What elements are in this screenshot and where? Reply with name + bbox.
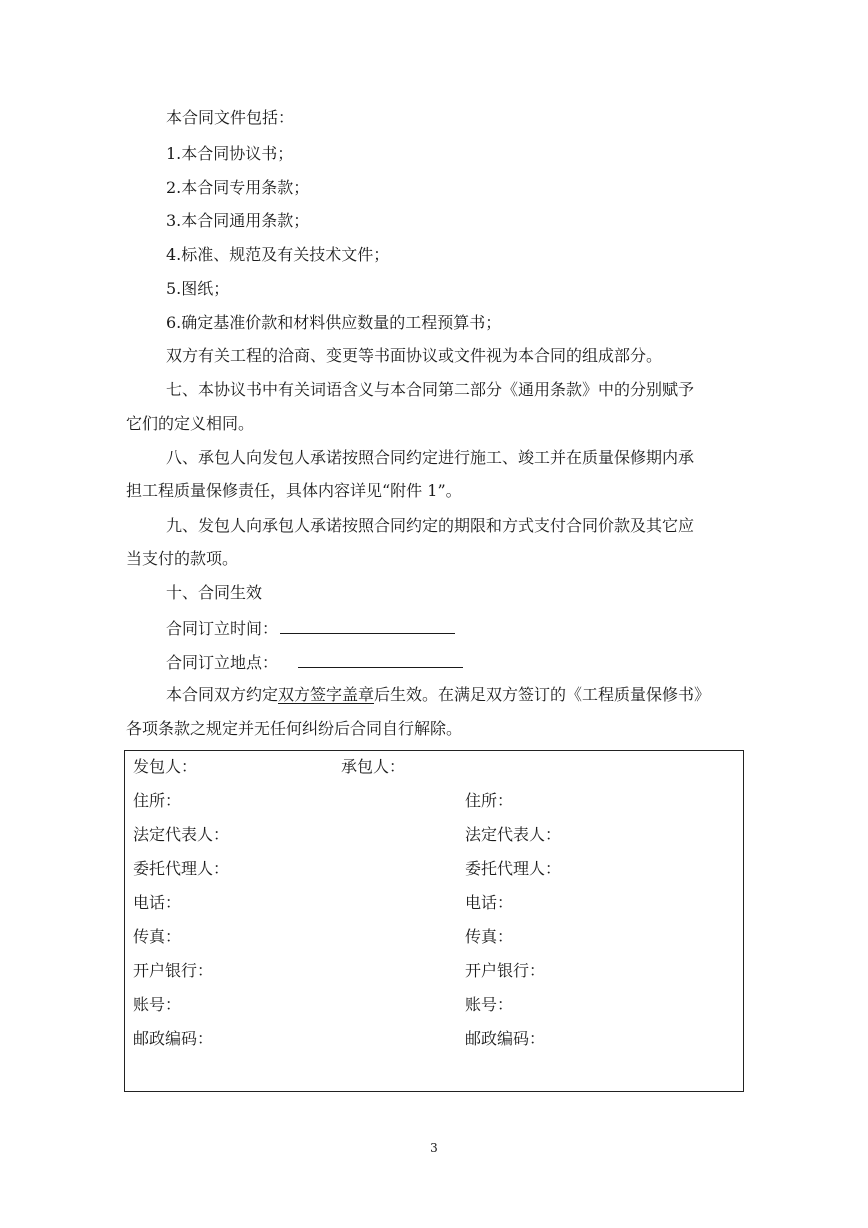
effect-text-underlined: 双方签字盖章 (278, 685, 375, 704)
sign-place-row (166, 651, 746, 673)
sign-time-row (166, 617, 746, 639)
party-b-agent: 委托代理人： (465, 859, 562, 878)
party-a-postcode: 邮政编码： (133, 1029, 214, 1048)
doc-item-2: 2.本合同专用条款； (166, 178, 310, 197)
intro-line: 本合同文件包括： (166, 108, 295, 127)
party-a-bank: 开户银行： (133, 961, 214, 980)
party-b-address: 住所： (465, 791, 514, 810)
clause-9-line-1: 九、发包人向承包人承诺按照合同约定的期限和方式支付合同价款及其它应 (166, 516, 695, 535)
party-a-phone: 电话： (133, 893, 182, 912)
clause-7-line-1: 七、本协议书中有关词语含义与本合同第二部分《通用条款》中的分别赋予 (166, 380, 695, 399)
effect-text-post: 后生效。在满足双方签订的《工程质量保修书》 (374, 685, 711, 704)
party-a-agent: 委托代理人： (133, 859, 230, 878)
party-a-account: 账号： (133, 995, 182, 1014)
party-a-fax: 传真： (133, 927, 182, 946)
effect-line-2: 各项条款之规定并无任何纠纷后合同自行解除。 (126, 719, 463, 738)
party-b-account: 账号： (465, 995, 514, 1014)
sign-time-blank (280, 617, 455, 634)
party-b-bank: 开户银行： (465, 961, 546, 980)
clause-7-line-2: 它们的定义相同。 (126, 414, 255, 433)
doc-item-4: 4.标准、规范及有关技术文件； (166, 245, 390, 264)
doc-item-5: 5.图纸； (166, 279, 230, 298)
clause-8-line-2: 担工程质量保修责任，具体内容详见“附件 1”。 (126, 481, 462, 500)
doc-item-3: 3.本合同通用条款； (166, 211, 310, 230)
clause-10-heading: 十、合同生效 (166, 583, 263, 602)
party-b-label: 承包人： (341, 757, 406, 776)
party-a-address: 住所： (133, 791, 182, 810)
party-a-legal-rep: 法定代表人： (133, 825, 230, 844)
party-b-phone: 电话： (465, 893, 514, 912)
effect-text-pre: 本合同双方约定 (166, 685, 279, 704)
party-a-label: 发包人： (133, 757, 198, 776)
clause-8-line-1: 八、承包人向发包人承诺按照合同约定进行施工、竣工并在质量保修期内承 (166, 448, 695, 467)
doc-item-1: 1.本合同协议书； (166, 144, 294, 163)
signature-table (124, 750, 744, 1092)
party-b-legal-rep: 法定代表人： (465, 825, 562, 844)
party-b-fax: 传真： (465, 927, 514, 946)
page-number: 3 (430, 1141, 438, 1155)
effect-line-1 (166, 685, 746, 705)
sign-place-blank (298, 651, 463, 668)
sign-place-label: 合同订立地点： (166, 653, 279, 672)
doc-item-6: 6.确定基准价款和材料供应数量的工程预算书； (166, 313, 502, 332)
clause-9-line-2: 当支付的款项。 (126, 549, 239, 568)
docs-note: 双方有关工程的洽商、变更等书面协议或文件视为本合同的组成部分。 (166, 346, 663, 365)
sign-time-label: 合同订立时间： (166, 619, 279, 638)
party-b-postcode: 邮政编码： (465, 1029, 546, 1048)
